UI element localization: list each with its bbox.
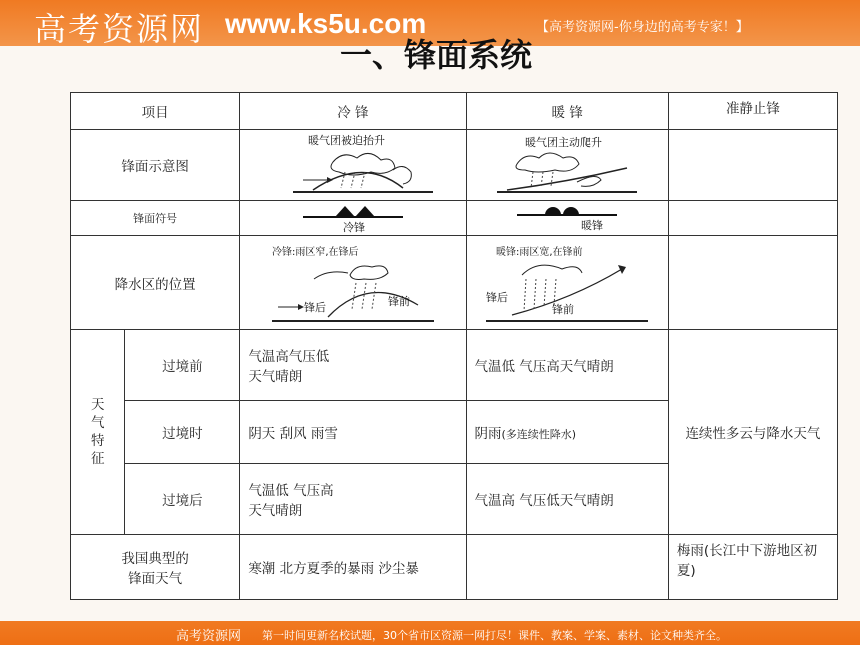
warm-before-cell: 气温低 气压高天气晴朗 bbox=[466, 330, 668, 401]
cold-before-line1: 气温高气压低 bbox=[248, 349, 330, 365]
typical-label: 我国典型的锋面天气 bbox=[121, 551, 189, 587]
cold-triangle-icon bbox=[335, 206, 355, 217]
table-row bbox=[71, 130, 838, 201]
row-label-diagram: 锋面示意图 bbox=[71, 130, 240, 201]
warm-semicircle-icon bbox=[545, 207, 561, 215]
table-row bbox=[71, 236, 838, 330]
col-header-stationary: 准静止锋 bbox=[668, 93, 837, 130]
warm-symbol-label: 暖锋 bbox=[581, 219, 604, 232]
table-row bbox=[71, 330, 838, 401]
cold-after-line1: 气温低 气压高 bbox=[248, 483, 334, 499]
stationary-weather-cell: 连续性多云与降水天气 bbox=[668, 330, 837, 535]
warm-during-main: 阴雨 bbox=[474, 426, 502, 442]
cold-precip-back-label: 锋后 bbox=[303, 300, 326, 314]
warm-during-cell bbox=[466, 401, 668, 464]
weather-group-label: 天气特征 bbox=[90, 397, 105, 467]
cold-triangle-icon bbox=[355, 206, 375, 217]
col-header-cold: 冷 锋 bbox=[240, 93, 466, 130]
cold-cloud-edge bbox=[393, 166, 411, 184]
cold-typical-cell: 寒潮 北方夏季的暴雨 沙尘暴 bbox=[240, 535, 466, 600]
row-label-symbol: 锋面符号 bbox=[71, 201, 240, 236]
row-label-typical bbox=[71, 535, 240, 600]
stationary-diagram-cell bbox=[668, 130, 837, 201]
col-header-item: 项目 bbox=[71, 93, 240, 130]
footer-banner bbox=[0, 621, 860, 645]
site-url[interactable]: www.ks5u.com bbox=[225, 8, 427, 39]
cold-before-line2: 天气晴朗 bbox=[248, 369, 303, 385]
warm-during-note: (多连续性降水) bbox=[501, 428, 577, 441]
warm-diagram-caption: 暖气团主动爬升 bbox=[525, 136, 603, 149]
cold-before-cell bbox=[240, 330, 466, 401]
cold-symbol-label: 冷锋 bbox=[342, 221, 365, 233]
cold-front-diagram bbox=[240, 130, 466, 201]
row-label-after: 过境后 bbox=[125, 464, 240, 535]
table-header-row bbox=[71, 93, 838, 130]
site-logo[interactable]: 高考资源网 bbox=[34, 10, 205, 48]
warm-precip-caption: 暖锋:雨区宽,在锋前 bbox=[496, 246, 583, 258]
stationary-typical-cell: 梅雨(长江中下游地区初夏) bbox=[668, 535, 837, 600]
warm-precip-diagram bbox=[466, 236, 668, 330]
cold-after-line2: 天气晴朗 bbox=[248, 503, 303, 519]
cold-diagram-caption: 暖气团被迫抬升 bbox=[307, 134, 385, 147]
warm-after-cell: 气温高 气压低天气晴朗 bbox=[466, 464, 668, 535]
table-row bbox=[71, 201, 838, 236]
footer-notice: 第一时间更新名校试题，30个省市区资源一网打尽！课件、教案、学案、素材、论文种类齐全。 bbox=[262, 629, 727, 642]
row-label-weather-group bbox=[71, 330, 125, 535]
warm-front-diagram bbox=[466, 130, 668, 201]
row-label-precip: 降水区的位置 bbox=[71, 236, 240, 330]
cold-precip-diagram bbox=[240, 236, 466, 330]
cold-precip-cloud bbox=[350, 265, 388, 279]
stationary-precip-cell bbox=[668, 236, 837, 330]
table-row bbox=[71, 535, 838, 600]
cold-after-cell bbox=[240, 464, 466, 535]
col-header-warm: 暖 锋 bbox=[466, 93, 668, 130]
cold-precip-caption: 冷锋:雨区窄,在锋后 bbox=[271, 246, 359, 258]
row-label-before: 过境前 bbox=[125, 330, 240, 401]
warm-cloud bbox=[516, 153, 579, 172]
cold-precip-front-label: 锋前 bbox=[387, 294, 410, 308]
warm-semicircle-icon bbox=[563, 207, 579, 215]
warm-typical-cell bbox=[466, 535, 668, 600]
warm-precip-back-label: 锋后 bbox=[486, 290, 509, 304]
site-slogan: 【高考资源网-你身边的高考专家！】 bbox=[536, 20, 749, 35]
front-system-table bbox=[70, 92, 838, 600]
cold-front-symbol bbox=[240, 201, 466, 236]
warm-front-symbol bbox=[466, 201, 668, 236]
warm-precip-front-label: 锋前 bbox=[552, 302, 575, 316]
cold-during-cell: 阴天 刮风 雨雪 bbox=[240, 401, 466, 464]
stationary-symbol-cell bbox=[668, 201, 837, 236]
footer-logo[interactable]: 高考资源网 bbox=[176, 629, 242, 644]
row-label-during: 过境时 bbox=[125, 401, 240, 464]
page-title: 一、锋面系统 bbox=[340, 36, 533, 74]
